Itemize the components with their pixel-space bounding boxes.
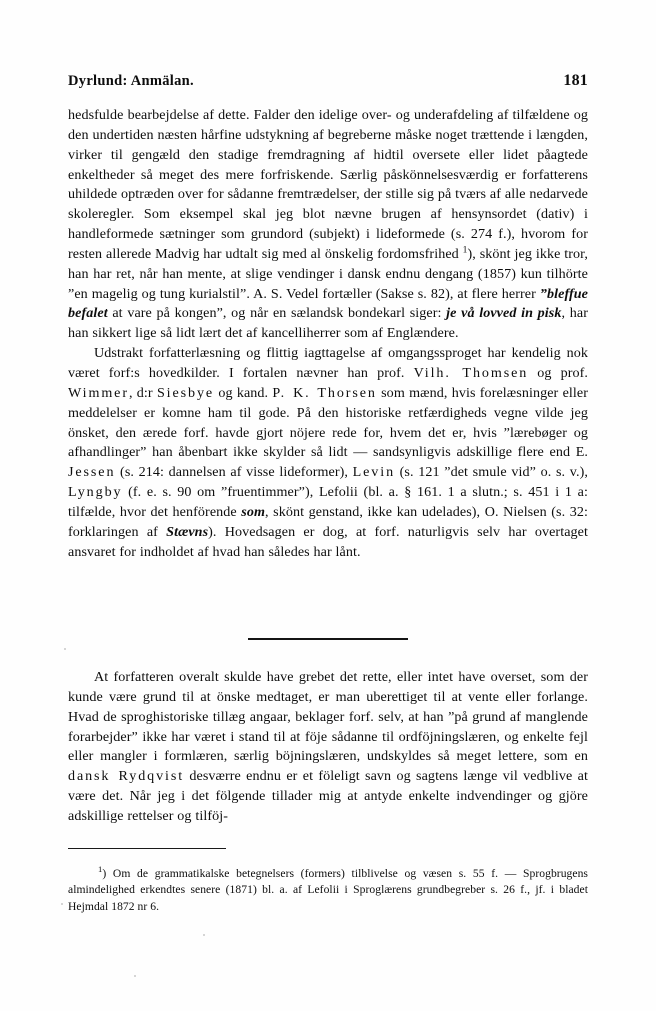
quoted-phrase-je-va-lovved-in-pisk: je vå lovved in pisk bbox=[446, 305, 562, 322]
footnote-marker: 1 bbox=[98, 864, 103, 875]
section-divider bbox=[68, 630, 588, 648]
proper-name-wimmer: Wimmer bbox=[68, 384, 129, 401]
emphasis-som: som bbox=[241, 503, 266, 520]
paragraph-text: (s. 214: dannelsen af visse lideformer), bbox=[115, 464, 353, 481]
footnote-text bbox=[68, 866, 588, 915]
paragraph-text: (s. 121 ”det smule vid” o. s. v.), bbox=[395, 464, 588, 481]
scan-speckle bbox=[61, 903, 63, 905]
proper-name-vilh-thomsen: Vilh. Thomsen bbox=[413, 364, 529, 381]
paragraph-at-forfatteren bbox=[68, 668, 588, 827]
paragraph-text: , d:r bbox=[128, 384, 157, 401]
paragraph-text: , skönt genstand, ikke kan udelades), O. Nielsen (s. 32: forklaringen af bbox=[68, 503, 588, 540]
emphasis-staevns: Stævns bbox=[166, 523, 209, 540]
body-text-block-1 bbox=[68, 106, 588, 562]
proper-name-dansk-rydqvist: dansk Rydqvist bbox=[68, 768, 185, 785]
paragraph-continuation bbox=[68, 106, 588, 344]
paragraph-text: og kand. bbox=[214, 384, 273, 401]
footnote-separator-rule bbox=[68, 848, 226, 849]
running-head bbox=[68, 72, 588, 94]
paragraph-text: At forfatteren overalt skulde have grebet det rette, eller intet have overset, som der kunde være grund til at önske medtaget, er man uberettiget til at vente eller forlange. Hvad de sproghistoriske tillæg angaar, beklager forf. selv, at han ”på grund af manglende forarbejder” ikke har været i stand til at föje sådanne til ordföjningslæren, og enkelte fejl eller mangler i formlæren, særlig böjningslæren, undskyldes så meget lettere, som en bbox=[68, 669, 588, 765]
paragraph-text: som mænd, hvis forelæsninger eller meddelelser er komne ham til gode. På den historiske retfærdigheds vegne vilde jeg önsket, den ærede forf. havde gjort nöjere rede for, hvem det er, hvis ”lærebøger og afhandlinger” han åbenbart ikke skylder så lidt — sandsynligvis adskillige flere end E. bbox=[68, 384, 589, 461]
proper-name-pk-thorsen: P. K. Thorsen bbox=[272, 384, 377, 401]
section-divider-rule bbox=[248, 638, 408, 640]
page-number: 181 bbox=[563, 72, 588, 89]
paragraph-text: hedsfulde bearbejdelse af dette. Falder den idelige over- og underafdeling af tilfældene og den undertiden næsten hårfine udstykning af begreberne måske noget trættende i længden, virker til gengæld den stadige fremdragning af hidtil oversete eller lidet påagtede enkeltheder så meget des mere forfriskende. Særlig påskönnelsesværdig er forfatterens uhildede optræden over for sådanne fremtrædelser, der stille sig på tværs af alle nedarvede skoleregler. Som eksempel skal jeg blot nævne brugen af hensynsordet (dativ) i handleformede sætninger som grundord (subjekt) i lideformede (s. 274 f.), hvorom for resten allerede Madvig har udtalt sig med al önskelig fordomsfrihed bbox=[68, 107, 588, 262]
body-text-block-2 bbox=[68, 668, 588, 827]
proper-name-siesbye: Siesbye bbox=[156, 384, 215, 401]
paragraph-text: ), skönt jeg ikke tror, han har ret, når han mente, at slige vendinger i dansk endnu dengang (1857) kun tilhörte ”en magelig og tung kurialstil”. A. S. Vedel fortæller (Sakse s. 82), at flere herrer bbox=[68, 245, 588, 302]
scan-speckle bbox=[203, 934, 205, 936]
paragraph-text: desværre endnu er et föleligt savn og sagtens længe vil vedblive at være det. Når jeg i det fölgende tillader mig at antyde enkelte indvendinger og gjöre adskillige rettelser og tilföj- bbox=[68, 768, 588, 824]
proper-name-lyngby: Lyngby bbox=[68, 484, 123, 501]
scan-speckle bbox=[64, 648, 66, 650]
running-head-title: Dyrlund: Anmälan. bbox=[68, 73, 194, 89]
paragraph-udstrakt bbox=[68, 344, 588, 562]
paragraph-text: at vare på kongen”, og når en sælandsk bondekarl siger: bbox=[107, 305, 447, 322]
proper-name-jessen: Jessen bbox=[68, 464, 116, 481]
footnote-reference: 1 bbox=[462, 245, 468, 256]
proper-name-levin: Levin bbox=[352, 464, 396, 481]
paragraph-text: Udstrakt forfatterlæsning og flittig iagttagelse af omgangssproget har kendelig nok været forf:s hovedkilder. I fortalen nævner han prof. bbox=[68, 345, 588, 381]
footnote-body: ) Om de grammatikalske betegnelsers (formers) tilblivelse og væsen s. 55 f. — Sprogbrugens almindelighed erkendtes senere (1871) bl. a. af Lefolii i Sproglærens grundbegreber s. 26 f., jf. i bladet Hejmdal 1872 nr 6. bbox=[68, 867, 588, 913]
scan-speckle bbox=[134, 975, 136, 977]
footnote-block bbox=[68, 866, 588, 915]
paragraph-text: ). Hovedsagen er dog, at forf. naturligvis selv har overtaget ansvaret for indholdet af hvad han således har lånt. bbox=[68, 523, 588, 560]
paragraph-text: (f. e. s. 90 om ”fruentimmer”), Lefolii (bl. a. § 161. 1 a slutn.; s. 451 i 1 a: tilfælde, hvor det henförende bbox=[68, 484, 588, 520]
paragraph-text: og prof. bbox=[528, 364, 589, 381]
quoted-phrase-bleffue-befalet: ”bleffue befalet bbox=[68, 285, 588, 322]
paragraph-text: , har han sikkert lige så lidt lært det af kancelliherrer som af Englændere. bbox=[68, 305, 588, 342]
